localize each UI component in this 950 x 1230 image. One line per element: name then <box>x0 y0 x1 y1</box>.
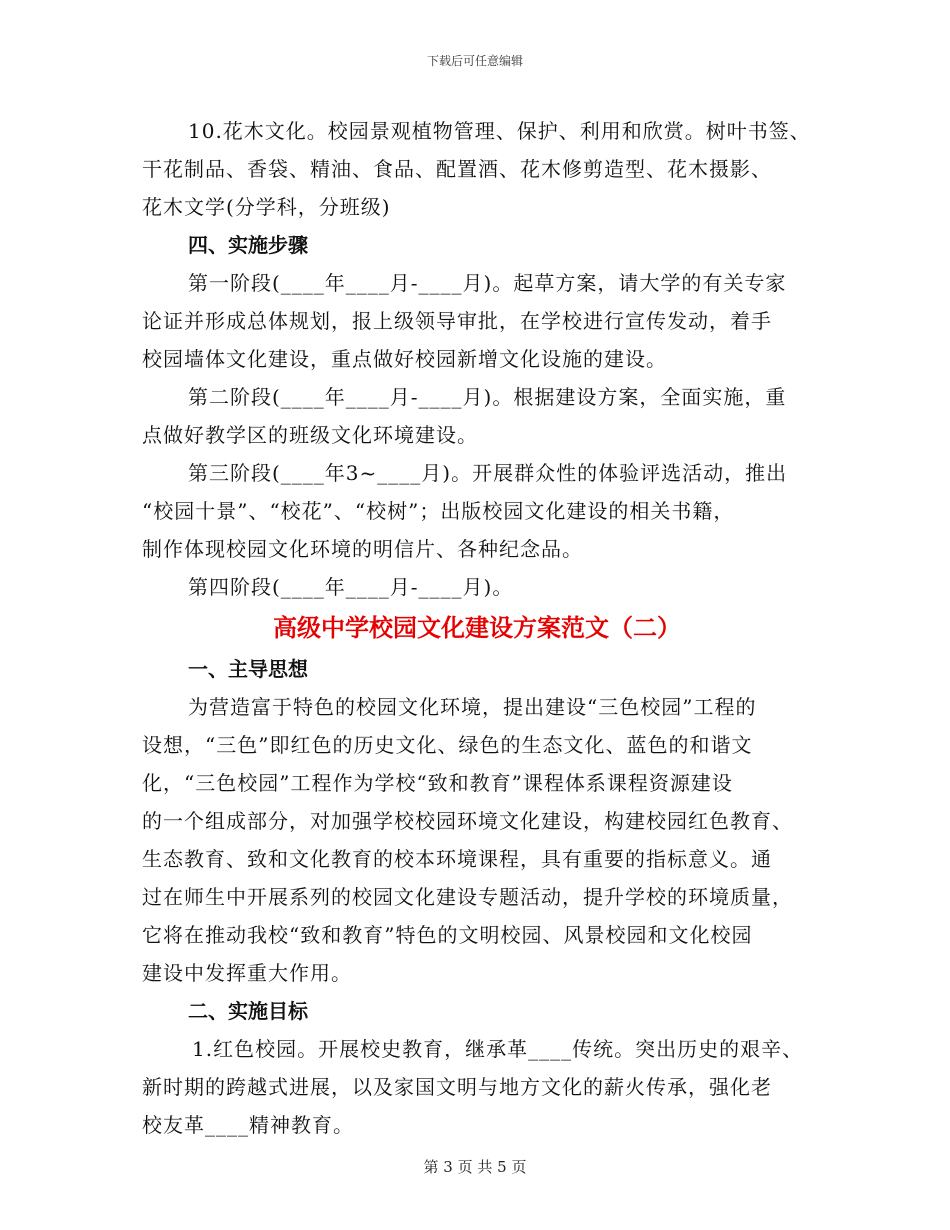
document-title: 高级中学校园文化建设方案范文（二） <box>273 614 681 642</box>
item10-line-3: 花木文学(分学科，分班级) <box>142 195 391 219</box>
stage1-line-3: 校园墙体文化建设，重点做好校园新增文化设施的建设。 <box>142 347 667 371</box>
steps-heading: 四、实施步骤 <box>188 233 308 257</box>
para1-line-5: 生态教育、致和文化教育的校本环境课程，具有重要的指标意义。通 <box>142 847 772 871</box>
stage4-line: 第四阶段(____年____月-____月)。 <box>188 575 514 599</box>
stage3-line-1: 第三阶段(____年3~____月)。开展群众性的体验评选活动，推出 <box>188 461 788 485</box>
item1-line-2: 新时期的跨越式进展，以及家国文明与地方文化的薪火传承，强化老 <box>142 1075 772 1099</box>
para1-line-6: 过在师生中开展系列的校园文化建设专题活动，提升学校的环境质量， <box>142 885 793 909</box>
item10-line-2: 干花制品、香袋、精油、食品、配置酒、花木修剪造型、花木摄影、 <box>142 157 772 181</box>
para1-line-4: 的一个组成部分，对加强学校校园环境文化建设，构建校园红色教育、 <box>142 809 793 833</box>
stage3-line-3: 制作体现校园文化环境的明信片、各种纪念品。 <box>142 537 583 561</box>
heading-goals: 二、实施目标 <box>188 999 308 1023</box>
para1-line-1: 为营造富于特色的校园文化环境，提出建设“三色校园”工程的 <box>188 695 757 719</box>
para1-line-2: 设想，“三色”即红色的历史文化、绿色的生态文化、蓝色的和谐文 <box>142 733 753 757</box>
para1-line-7: 它将在推动我校“致和教育”特色的文明校园、风景校园和文化校园 <box>142 923 753 947</box>
item1-line-1: 1.红色校园。开展校史教育，继承革____传统。突出历史的艰辛、 <box>192 1037 804 1061</box>
page-number: 第 3 页 共 5 页 <box>423 1158 527 1176</box>
header-note: 下载后可任意编辑 <box>426 54 523 68</box>
para1-line-3: 化，“三色校园”工程作为学校“致和教育”课程体系课程资源建设 <box>142 771 733 795</box>
stage2-line-1: 第二阶段(____年____月-____月)。根据建设方案，全面实施，重 <box>188 385 787 409</box>
stage2-line-2: 点做好教学区的班级文化环境建设。 <box>142 423 478 447</box>
stage1-line-1: 第一阶段(____年____月-____月)。起草方案，请大学的有关专家 <box>188 271 787 295</box>
item10-line-1: 10.花木文化。校园景观植物管理、保护、利用和欣赏。树叶书签、 <box>188 119 811 143</box>
stage3-line-2: “校园十景”、“校花”、“校树”；出版校园文化建设的相关书籍， <box>142 499 735 523</box>
para1-line-8: 建设中发挥重大作用。 <box>142 961 352 985</box>
document-body <box>142 112 812 1144</box>
stage1-line-2: 论证并形成总体规划，报上级领导审批，在学校进行宣传发动，着手 <box>142 309 772 333</box>
heading-guiding-idea: 一、主导思想 <box>188 657 308 681</box>
item1-line-3: 校友革____精神教育。 <box>142 1113 354 1137</box>
